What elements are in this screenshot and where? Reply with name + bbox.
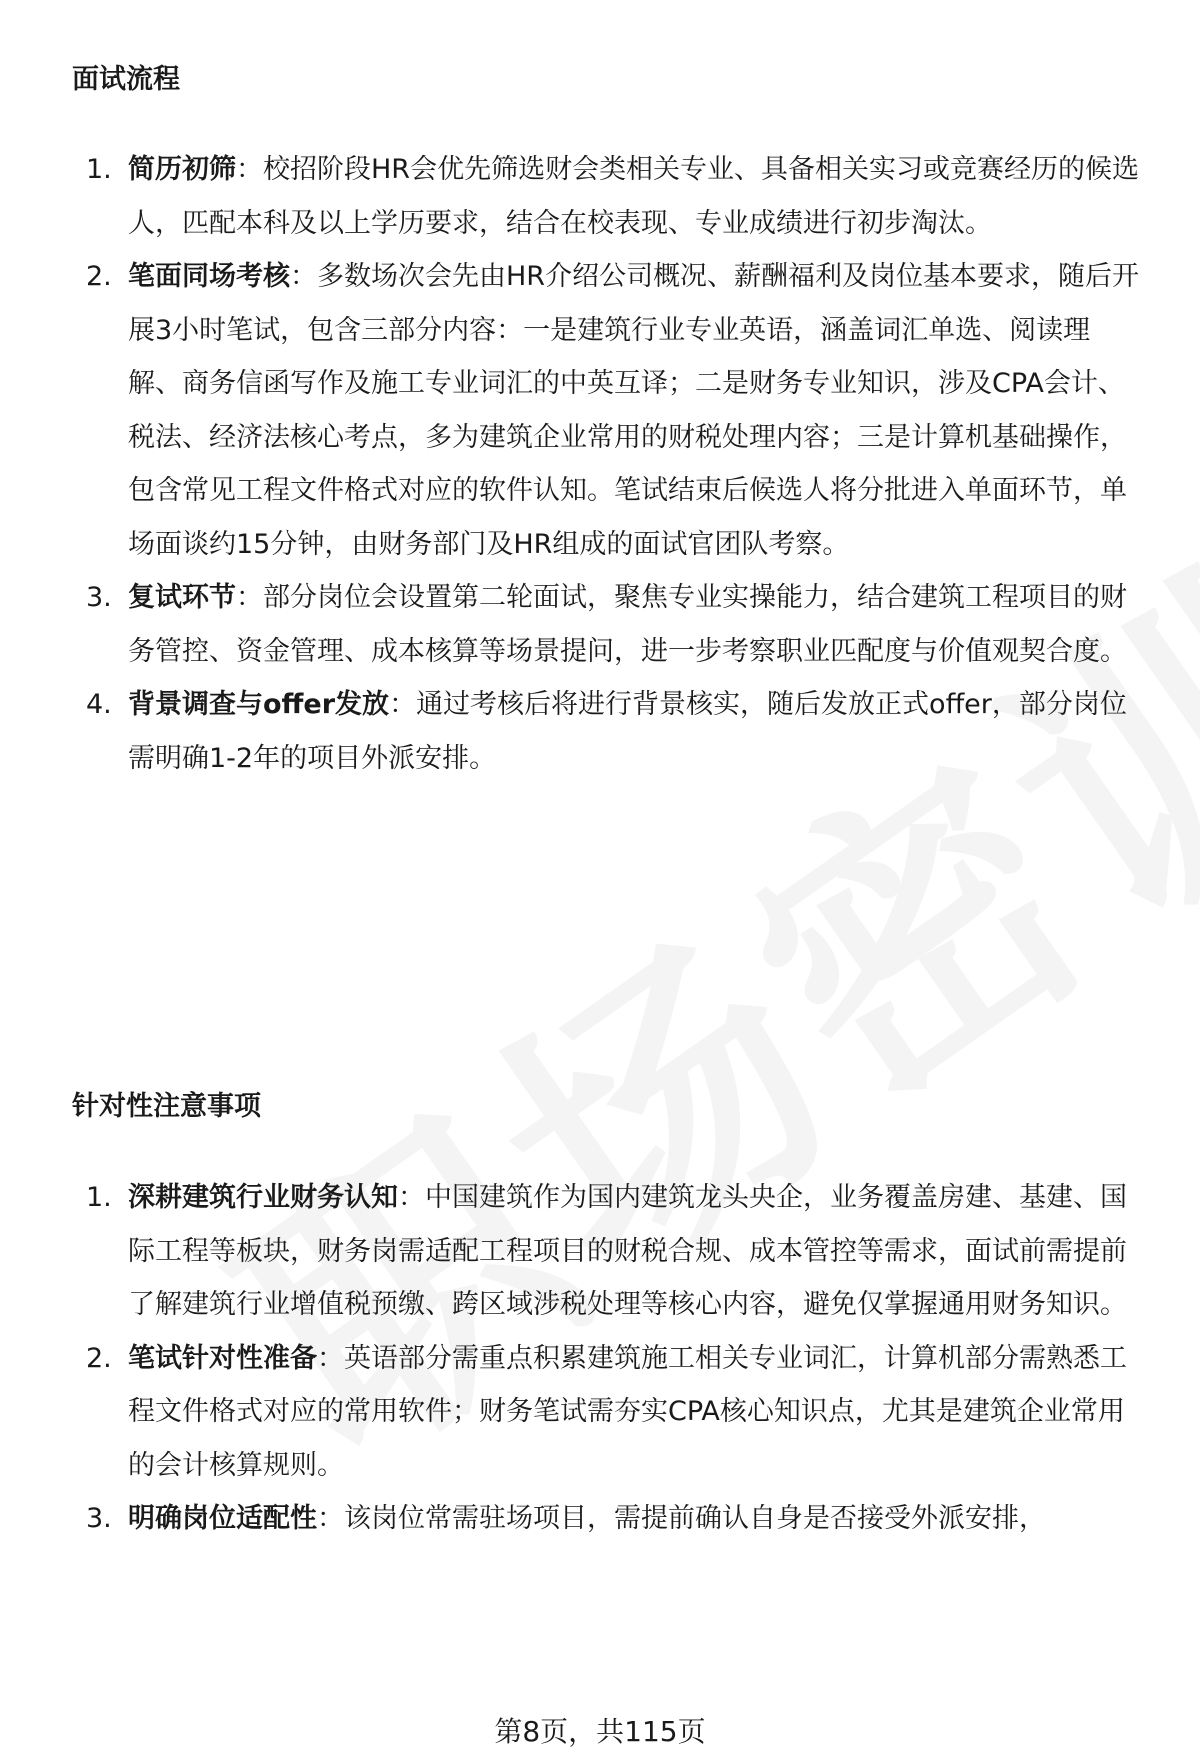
item-text: 英语部分需重点积累建筑施工相关专业词汇，计算机部分需熟悉工程文件格式对应的常用软件；财务笔试需夯实CPA核心知识点，尤其是建筑企业常用的会计核算规则。	[128, 1342, 1127, 1481]
item-separator: ：	[290, 261, 317, 292]
item-text: 部分岗位会设置第二轮面试，聚焦专业实操能力，结合建筑工程项目的财务管控、资金管理、成本核算等场景提问，进一步考察职业匹配度与价值观契合度。	[128, 582, 1127, 667]
list-item	[0, 1332, 1200, 1493]
item-separator: ：	[236, 582, 263, 613]
item-separator: ：	[398, 1182, 425, 1213]
list-item	[0, 143, 1200, 250]
item-separator: ：	[317, 1342, 344, 1374]
list-number: 1.	[86, 1182, 112, 1213]
item-text: 校招阶段HR会优先筛选财会类相关专业、具备相关实习或竞赛经历的候选人，匹配本科及以上学历要求，结合在校表现、专业成绩进行初步淘汰。	[128, 154, 1140, 239]
item-heading: 背景调查与offer发放	[128, 689, 390, 720]
item-heading: 明确岗位适配性	[128, 1503, 317, 1534]
item-text: 中国建筑作为国内建筑龙头央企，业务覆盖房建、基建、国际工程等板块，财务岗需适配工程项目的财税合规、成本管控等需求，面试前需提前了解建筑行业增值税预缴、跨区域涉税处理等核心内容，避免仅掌握通用财务知识。	[128, 1182, 1127, 1320]
item-separator: ：	[317, 1503, 344, 1534]
list-number: 3.	[86, 1503, 112, 1534]
precautions-list	[0, 1171, 1200, 1546]
item-separator: ：	[389, 689, 417, 720]
item-text: 该岗位常需驻场项目，需提前确认自身是否接受外派安排，	[344, 1503, 1046, 1534]
list-item	[0, 1492, 1200, 1546]
item-heading: 复试环节	[128, 582, 236, 613]
list-number: 4.	[86, 689, 112, 720]
page-number: 第8页，共115页	[494, 1715, 706, 1748]
interview-process-list	[0, 143, 1200, 785]
item-heading: 笔试针对性准备	[128, 1342, 317, 1374]
section-title-interview-process: 面试流程	[72, 64, 180, 95]
list-item	[0, 250, 1200, 571]
list-item	[0, 678, 1200, 785]
list-number: 1.	[86, 154, 112, 185]
item-heading: 深耕建筑行业财务认知	[128, 1182, 398, 1213]
item-separator: ：	[236, 154, 263, 185]
item-heading: 简历初筛	[128, 154, 236, 185]
item-text: 通过考核后将进行背景核实，随后发放正式offer，部分岗位需明确1-2年的项目外派安排。	[128, 689, 1127, 774]
list-number: 2.	[86, 1342, 112, 1374]
list-item	[0, 571, 1200, 678]
list-number: 3.	[86, 582, 112, 613]
list-number: 2.	[86, 261, 112, 292]
section-title-precautions: 针对性注意事项	[72, 1091, 261, 1122]
item-heading: 笔面同场考核	[128, 261, 290, 292]
list-item	[0, 1171, 1200, 1332]
item-text: 多数场次会先由HR介绍公司概况、薪酬福利及岗位基本要求，随后开展3小时笔试，包含三部分内容：一是建筑行业专业英语，涵盖词汇单选、阅读理解、商务信函写作及施工专业词汇的中英互译；二是财务专业知识，涉及CPA会计、税法、经济法核心考点，多为建筑企业常用的财税处理内容；三是计算机基础操作，包含常见工程文件格式对应的软件认知。笔试结束后候选人将分批进入单面环节，单场面谈约15分钟，由财务部门及HR组成的面试官团队考察。	[128, 261, 1140, 560]
